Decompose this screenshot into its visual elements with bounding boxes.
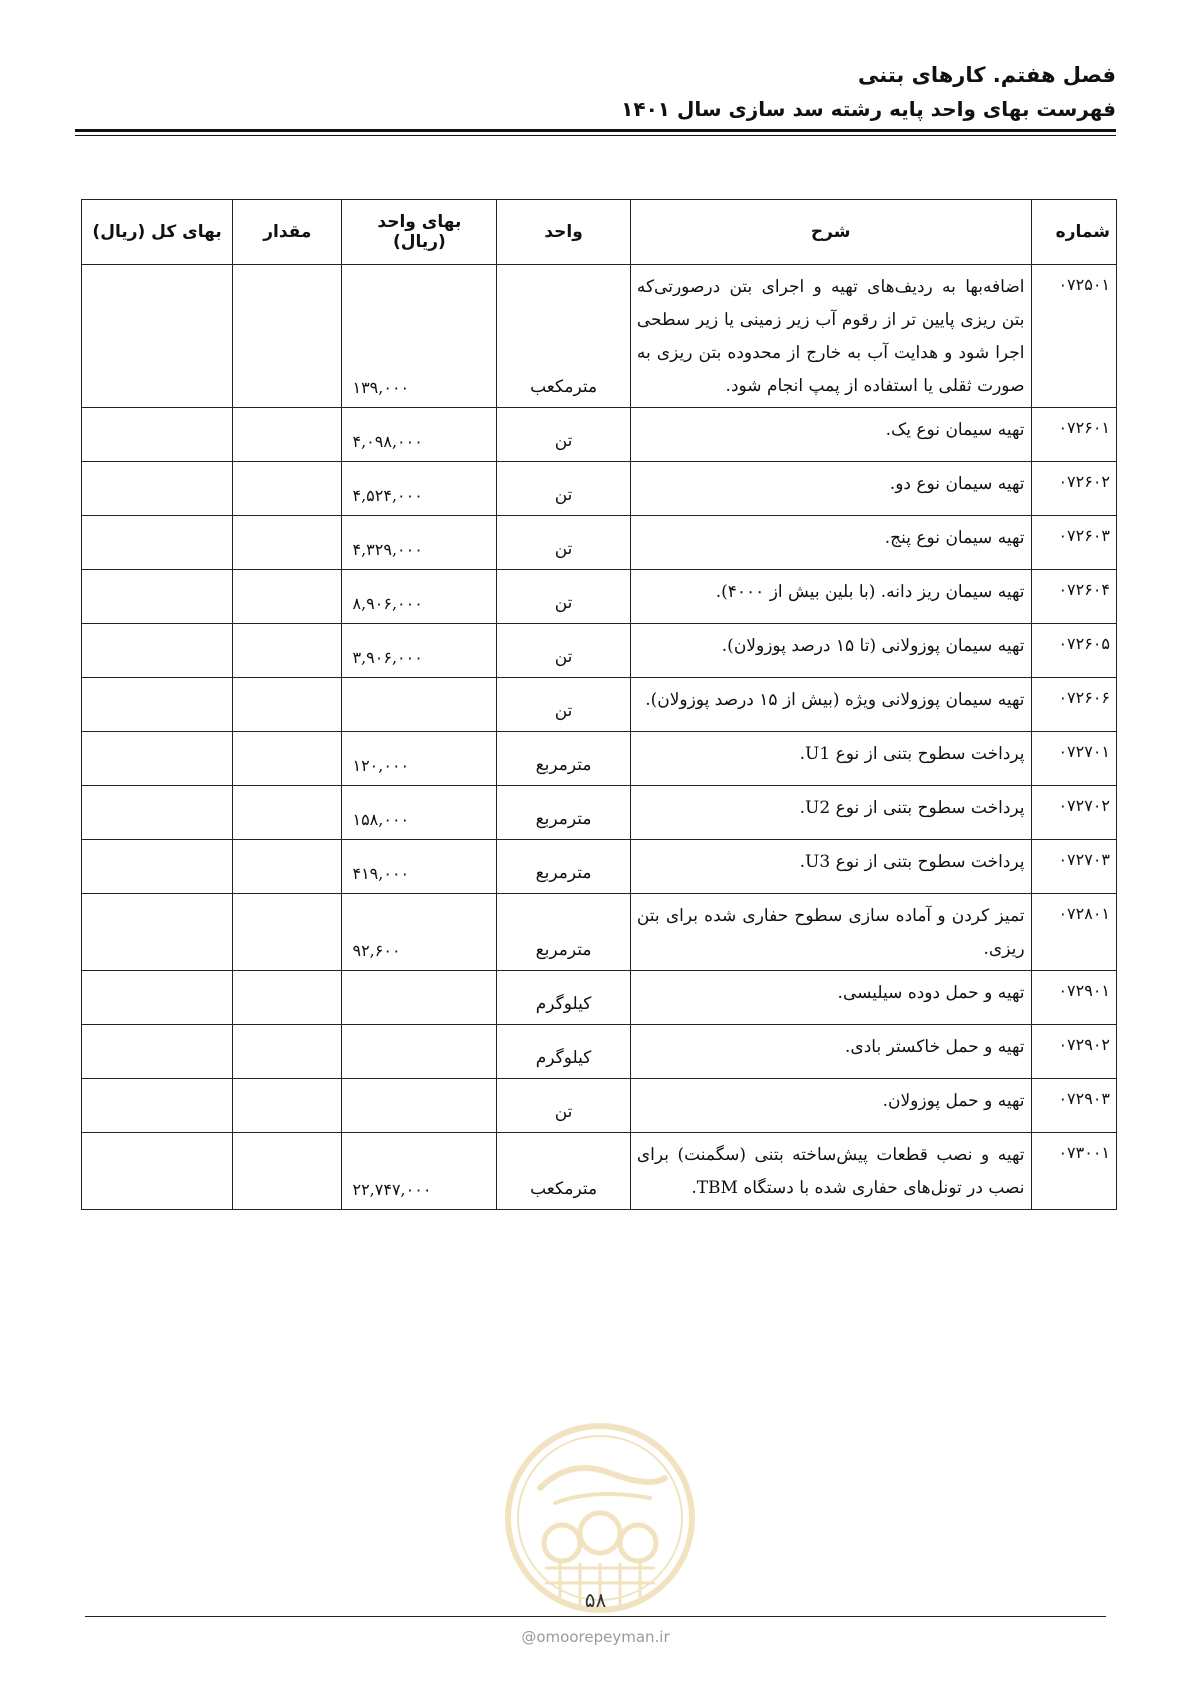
table-row [82,408,1117,462]
item-total-price-cell [82,1079,233,1133]
item-total-price-cell [82,1133,233,1210]
item-description-cell: اضافه‌بها به ردیف‌های تهیه و اجرای بتن درصورتی‌که بتن ریزی پایین تر از رقوم آب زیر زمینی یا زیر سطحی اجرا شود و هدایت آب به خارج از محدوده بتن ریزی به صورت ثقلی یا استفاده از پمپ انجام شود. [630,265,1031,408]
item-description-cell: تمیز کردن و آماده سازی سطوح حفاری شده برای بتن ریزی. [630,894,1031,971]
item-unit-price-cell [342,678,497,732]
column-header-quantity: مقدار [233,200,342,265]
item-quantity-cell [233,678,342,732]
item-description-cell: تهیه و حمل پوزولان. [630,1079,1031,1133]
footer-rule [85,1616,1106,1617]
table-row [82,265,1117,408]
item-unit-price-cell: ۲۲,۷۴۷,۰۰۰ [342,1133,497,1210]
item-unit-price-cell: ۴,۵۲۴,۰۰۰ [342,462,497,516]
document-subtitle: فهرست بهای واحد پایه رشته سد سازی سال ۱۴۰۱ [621,97,1116,121]
table-row [82,678,1117,732]
item-unit-cell: تن [497,408,631,462]
table-header-row [82,200,1117,265]
table-row [82,1133,1117,1210]
item-description-cell: پرداخت سطوح بتنی از نوع U1. [630,732,1031,786]
column-header-code: شماره [1031,200,1116,265]
item-quantity-cell [233,1079,342,1133]
table-row [82,570,1117,624]
table-row [82,971,1117,1025]
column-header-total-price: بهای کل (ریال) [82,200,233,265]
item-code-cell: ۰۷۲۶۰۳ [1031,516,1116,570]
table-row [82,462,1117,516]
table-row [82,840,1117,894]
item-unit-price-cell: ۱۵۸,۰۰۰ [342,786,497,840]
item-description-cell: پرداخت سطوح بتنی از نوع U3. [630,840,1031,894]
item-code-cell: ۰۷۲۷۰۱ [1031,732,1116,786]
column-header-unit-price: بهای واحد (ریال) [342,200,497,265]
item-total-price-cell [82,265,233,408]
table-row [82,894,1117,971]
item-total-price-cell [82,678,233,732]
header-rule-thin [75,135,1116,136]
item-quantity-cell [233,840,342,894]
item-quantity-cell [233,462,342,516]
item-quantity-cell [233,516,342,570]
item-unit-cell: تن [497,624,631,678]
item-unit-price-cell: ۱۲۰,۰۰۰ [342,732,497,786]
item-code-cell: ۰۷۲۹۰۱ [1031,971,1116,1025]
item-unit-cell: تن [497,570,631,624]
item-unit-price-cell [342,1079,497,1133]
item-unit-cell: مترمربع [497,786,631,840]
item-total-price-cell [82,786,233,840]
item-unit-cell: مترمربع [497,840,631,894]
item-total-price-cell [82,732,233,786]
item-code-cell: ۰۷۲۶۰۴ [1031,570,1116,624]
item-description-cell: تهیه سیمان پوزولانی (تا ۱۵ درصد پوزولان). [630,624,1031,678]
item-total-price-cell [82,516,233,570]
item-unit-price-cell: ۴,۰۹۸,۰۰۰ [342,408,497,462]
item-total-price-cell [82,894,233,971]
item-unit-cell: مترمکعب [497,265,631,408]
item-unit-price-cell: ۴,۳۲۹,۰۰۰ [342,516,497,570]
item-code-cell: ۰۷۲۹۰۳ [1031,1079,1116,1133]
item-unit-price-cell: ۱۳۹,۰۰۰ [342,265,497,408]
item-unit-cell: تن [497,1079,631,1133]
item-description-cell: تهیه و نصب قطعات پیش‌ساخته بتنی (سگمنت) برای نصب در تونل‌های حفاری شده با دستگاه TBM. [630,1133,1031,1210]
item-unit-cell: مترمربع [497,894,631,971]
item-description-cell: تهیه سیمان نوع یک. [630,408,1031,462]
item-code-cell: ۰۷۲۶۰۶ [1031,678,1116,732]
item-code-cell: ۰۷۲۷۰۲ [1031,786,1116,840]
item-quantity-cell [233,786,342,840]
item-unit-cell: مترمربع [497,732,631,786]
item-code-cell: ۰۷۲۸۰۱ [1031,894,1116,971]
item-description-cell: تهیه و حمل دوده سیلیسی. [630,971,1031,1025]
item-code-cell: ۰۷۲۶۰۲ [1031,462,1116,516]
item-unit-cell: تن [497,462,631,516]
item-total-price-cell [82,971,233,1025]
item-total-price-cell [82,462,233,516]
header-rule [75,129,1116,132]
table-row [82,624,1117,678]
table-row [82,516,1117,570]
price-list-table [81,199,1117,1210]
item-unit-cell: تن [497,516,631,570]
item-quantity-cell [233,1133,342,1210]
page-number: ۵۸ [584,1588,607,1612]
item-code-cell: ۰۷۲۶۰۵ [1031,624,1116,678]
column-header-unit: واحد [497,200,631,265]
table-row [82,1025,1117,1079]
item-quantity-cell [233,265,342,408]
item-unit-cell: کیلوگرم [497,1025,631,1079]
table-row [82,732,1117,786]
item-total-price-cell [82,408,233,462]
chapter-title: فصل هفتم. کارهای بتنی [858,63,1116,87]
table-row [82,1079,1117,1133]
item-description-cell: تهیه و حمل خاکستر بادی. [630,1025,1031,1079]
item-quantity-cell [233,624,342,678]
column-header-description: شرح [630,200,1031,265]
table-row [82,786,1117,840]
item-quantity-cell [233,570,342,624]
item-code-cell: ۰۷۲۵۰۱ [1031,265,1116,408]
item-code-cell: ۰۷۲۹۰۲ [1031,1025,1116,1079]
item-total-price-cell [82,1025,233,1079]
item-quantity-cell [233,971,342,1025]
item-quantity-cell [233,894,342,971]
item-code-cell: ۰۷۲۶۰۱ [1031,408,1116,462]
website-watermark: @omoorepeyman.ir [521,1628,670,1646]
item-unit-price-cell: ۴۱۹,۰۰۰ [342,840,497,894]
item-unit-price-cell [342,1025,497,1079]
item-total-price-cell [82,624,233,678]
item-description-cell: پرداخت سطوح بتنی از نوع U2. [630,786,1031,840]
item-description-cell: تهیه سیمان نوع دو. [630,462,1031,516]
table-body [82,265,1117,1210]
item-quantity-cell [233,408,342,462]
item-description-cell: تهیه سیمان پوزولانی ویژه (بیش از ۱۵ درصد پوزولان). [630,678,1031,732]
page-header [76,60,1116,124]
item-unit-price-cell: ۸,۹۰۶,۰۰۰ [342,570,497,624]
item-quantity-cell [233,732,342,786]
item-total-price-cell [82,570,233,624]
item-unit-cell: تن [497,678,631,732]
item-code-cell: ۰۷۳۰۰۱ [1031,1133,1116,1210]
item-quantity-cell [233,1025,342,1079]
item-description-cell: تهیه سیمان ریز دانه. (با بلین بیش از ۴۰۰۰). [630,570,1031,624]
item-unit-price-cell: ۳,۹۰۶,۰۰۰ [342,624,497,678]
item-unit-cell: کیلوگرم [497,971,631,1025]
item-unit-cell: مترمکعب [497,1133,631,1210]
item-unit-price-cell: ۹۲,۶۰۰ [342,894,497,971]
item-description-cell: تهیه سیمان نوع پنج. [630,516,1031,570]
item-code-cell: ۰۷۲۷۰۳ [1031,840,1116,894]
item-total-price-cell [82,840,233,894]
item-unit-price-cell [342,971,497,1025]
